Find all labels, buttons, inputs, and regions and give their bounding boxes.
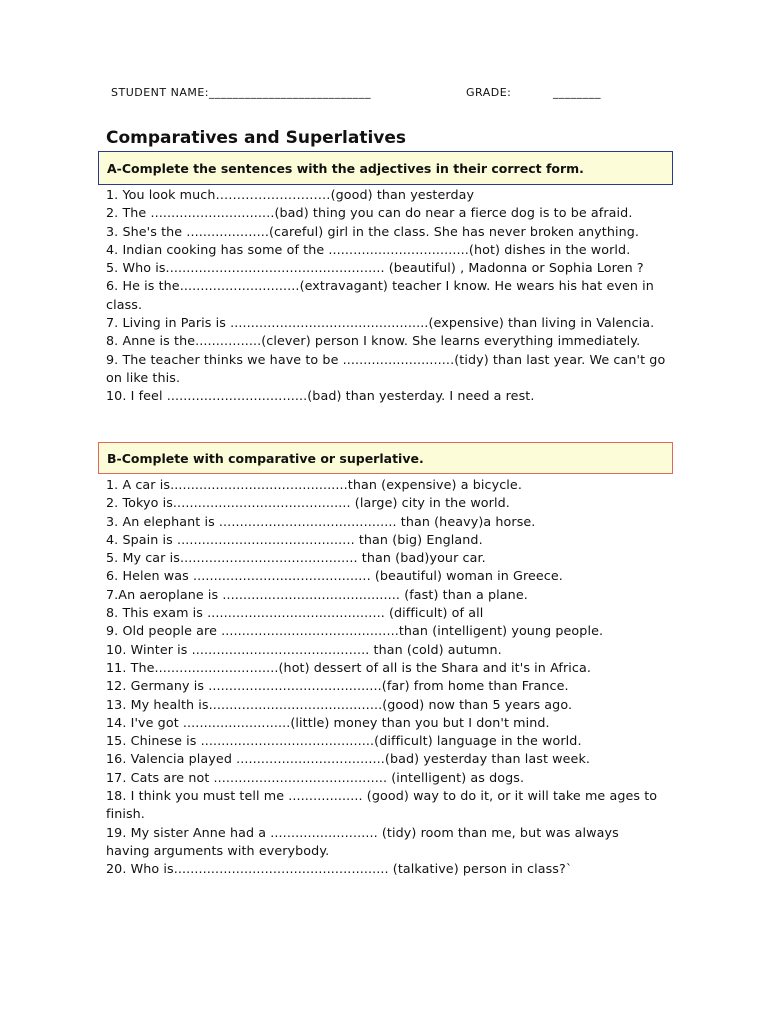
section-b-instruction-box	[98, 442, 673, 474]
section-a-instruction: A-Complete the sentences with the adjectives in their correct form.	[107, 160, 584, 176]
exercise-item: 12. Germany is ..........................................(far) from home than France.	[106, 678, 569, 694]
exercise-item: 10. I feel ..................................(bad) than yesterday. I need a rest.	[106, 388, 535, 404]
exercise-item: 4. Indian cooking has some of the ..................................(hot) dishes in the world.	[106, 241, 631, 257]
page-title: Comparatives and Superlatives	[106, 128, 407, 148]
exercise-item: 3. An elephant is ........................................... than (heavy)a horse.	[106, 513, 536, 529]
student-name-label: STUDENT NAME:___________________________	[111, 86, 372, 99]
exercise-item: 14. I've got ..........................(little) money than you but I don't mind.	[106, 714, 550, 730]
exercise-item: 15. Chinese is ..........................................(difficult) language in the world.	[106, 733, 582, 749]
exercise-item: 7.An aeroplane is ........................................... (fast) than a plane.	[106, 586, 528, 602]
exercise-item: 2. Tokyo is........................................... (large) city in the world.	[106, 495, 510, 511]
exercise-item: 10. Winter is ........................................... than (cold) autumn.	[106, 641, 502, 657]
grade-line: ________	[553, 86, 601, 99]
exercise-item: 9. The teacher thinks we have to be ...........................(tidy) than last year. We can't go on like this.	[106, 351, 666, 385]
exercise-item: 6. He is the.............................(extravagant) teacher I know. He wears his hat even in class.	[106, 278, 654, 312]
exercise-item: 8. This exam is ........................................... (difficult) of all	[106, 605, 484, 621]
exercise-item: 7. Living in Paris is ................................................(expensive) than living in Valencia.	[106, 315, 655, 331]
exercise-item: 2. The ..............................(bad) thing you can do near a fierce dog is to be afraid.	[106, 205, 633, 221]
exercise-item: 16. Valencia played ....................................(bad) yesterday than last week.	[106, 751, 591, 767]
exercise-item: 20. Who is.................................................... (talkative) person in class?`	[106, 861, 573, 877]
exercise-item: 13. My health is..........................................(good) now than 5 years ago.	[106, 696, 573, 712]
exercise-item: 18. I think you must tell me .................. (good) way to do it, or it will take me ages to finish.	[106, 788, 658, 822]
exercise-item: 4. Spain is ........................................... than (big) England.	[106, 531, 483, 547]
section-b-instruction: B-Complete with comparative or superlative.	[107, 450, 424, 466]
section-b-list	[106, 476, 666, 879]
section-a-instruction-box	[98, 151, 673, 185]
exercise-item: 5. Who is..................................................... (beautiful) , Madonna or Sophia Loren ?	[106, 260, 644, 276]
exercise-item: 1. You look much………………………(good) than yesterday	[106, 187, 475, 202]
exercise-item: 8. Anne is the................(clever) person I know. She learns everything immediately.	[106, 333, 641, 349]
exercise-item: 5. My car is........................................... than (bad)your car.	[106, 550, 486, 566]
exercise-item: 6. Helen was ........................................... (beautiful) woman in Greece.	[106, 568, 563, 584]
exercise-item: 17. Cats are not .......................................... (intelligent) as dogs.	[106, 769, 525, 785]
exercise-item: 1. A car is...........................................than (expensive) a bicycle.	[106, 477, 522, 492]
exercise-item: 11. The..............................(hot) dessert of all is the Shara and it's in Africa.	[106, 659, 592, 675]
student-header	[111, 86, 671, 104]
exercise-item: 9. Old people are ...........................................than (intelligent) young people.	[106, 623, 604, 639]
section-a-list	[106, 186, 666, 406]
grade-label: GRADE:	[466, 86, 512, 99]
exercise-item: 3. She's the ....................(careful) girl in the class. She has never broken anything.	[106, 223, 640, 239]
exercise-item: 19. My sister Anne had a .......................... (tidy) room than me, but was always having arguments with everybody.	[106, 824, 619, 858]
